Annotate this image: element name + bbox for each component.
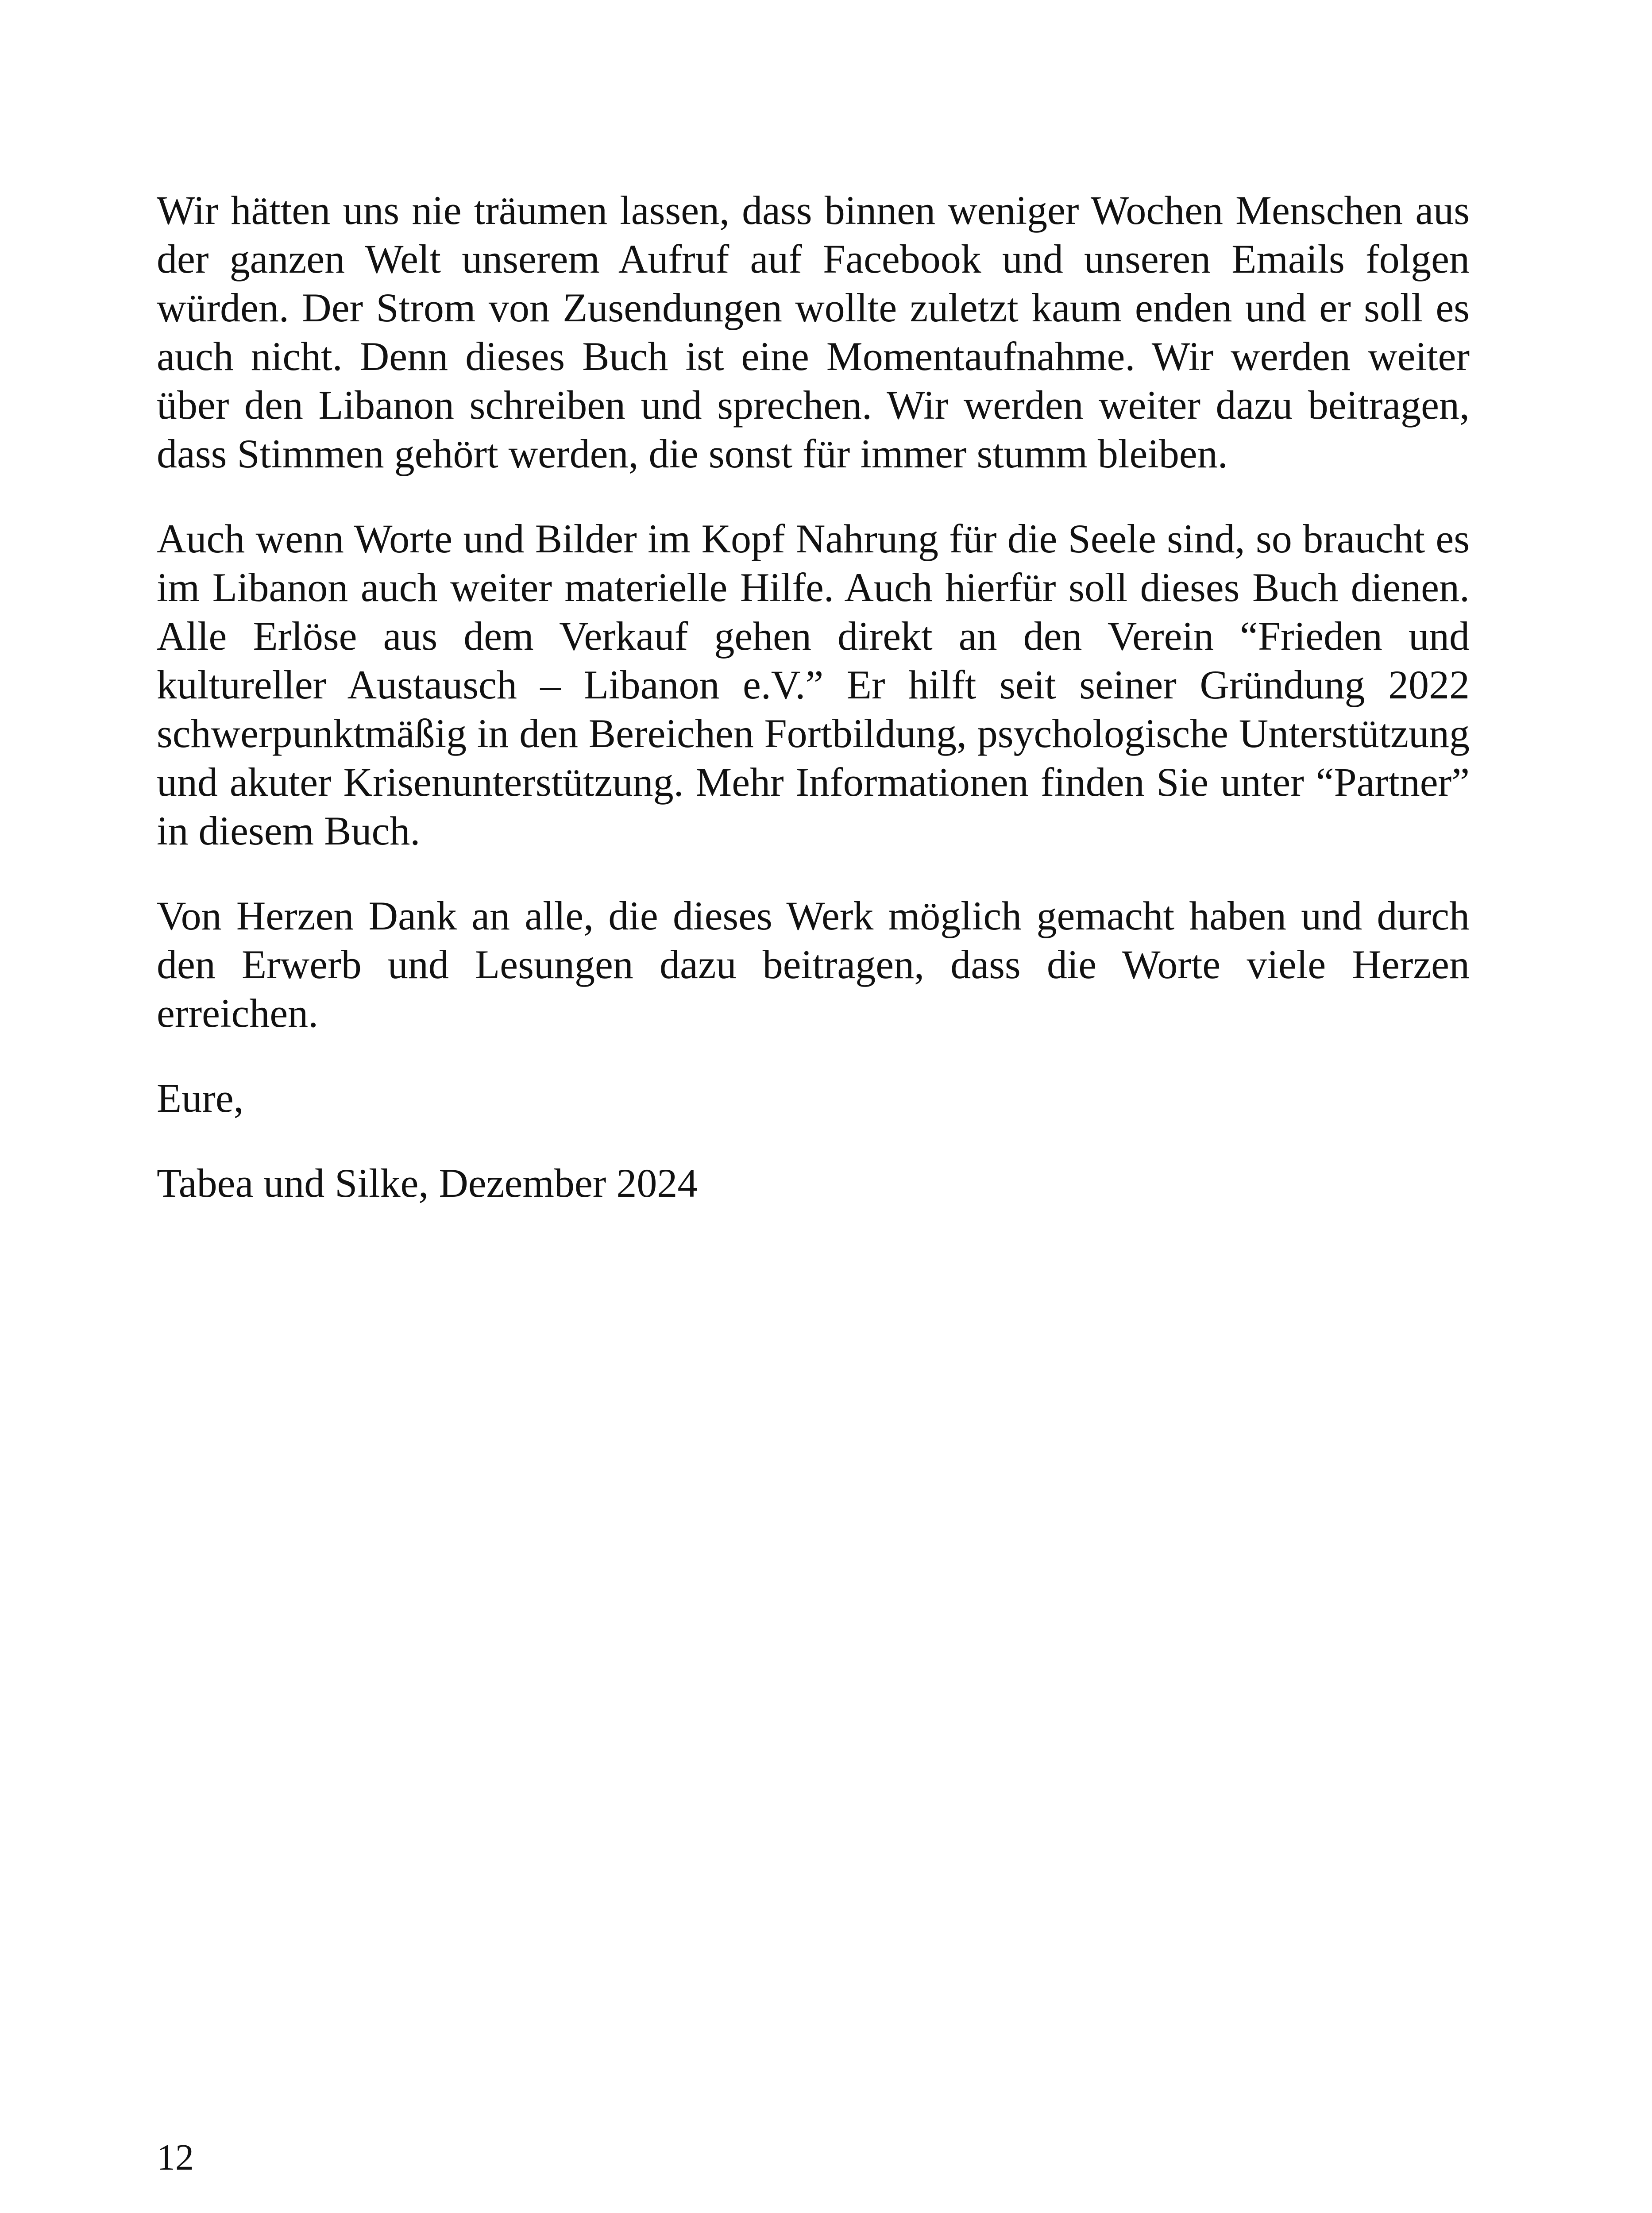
paragraph-donation: Auch wenn Worte und Bilder im Kopf Nahrung für die Seele sind, so braucht es im Libanon auch weiter materielle Hilfe. Auch hierfür soll dieses Buch dienen. Alle Erlöse aus dem Verkauf gehen direkt an den Verein “Frieden und kultureller Austausch – Libanon e.V.” Er hilft seit seiner Gründung 2022 schwerpunktmäßig in den Bereichen Fortbildung, psychologische Unterstützung und akuter Krisenunterstützung. Mehr Informationen finden Sie unter “Partner” in diesem Buch. [157, 516, 1470, 853]
body-text [157, 186, 1470, 1244]
closing-salutation: Eure, [157, 1076, 244, 1121]
paragraph-thanks: Von Herzen Dank an alle, die dieses Werk möglich gemacht haben und durch den Erwerb und Lesungen dazu beitragen, dass die Worte viele Herzen erreichen. [157, 893, 1470, 1036]
signature-line: Tabea und Silke, Dezember 2024 [157, 1160, 698, 1206]
paragraph-intro: Wir hätten uns nie träumen lassen, dass binnen weniger Wochen Menschen aus der ganzen Welt unserem Aufruf auf Facebook und unseren Emails folgen würden. Der Strom von Zusendungen wollte zuletzt kaum enden und er soll es auch nicht. Denn dieses Buch ist eine Momentaufnahme. Wir werden weiter über den Libanon schreiben und sprechen. Wir werden weiter dazu beitragen, dass Stimmen gehört werden, die sonst für immer stumm bleiben. [157, 188, 1470, 476]
page-number: 12 [157, 2137, 194, 2178]
